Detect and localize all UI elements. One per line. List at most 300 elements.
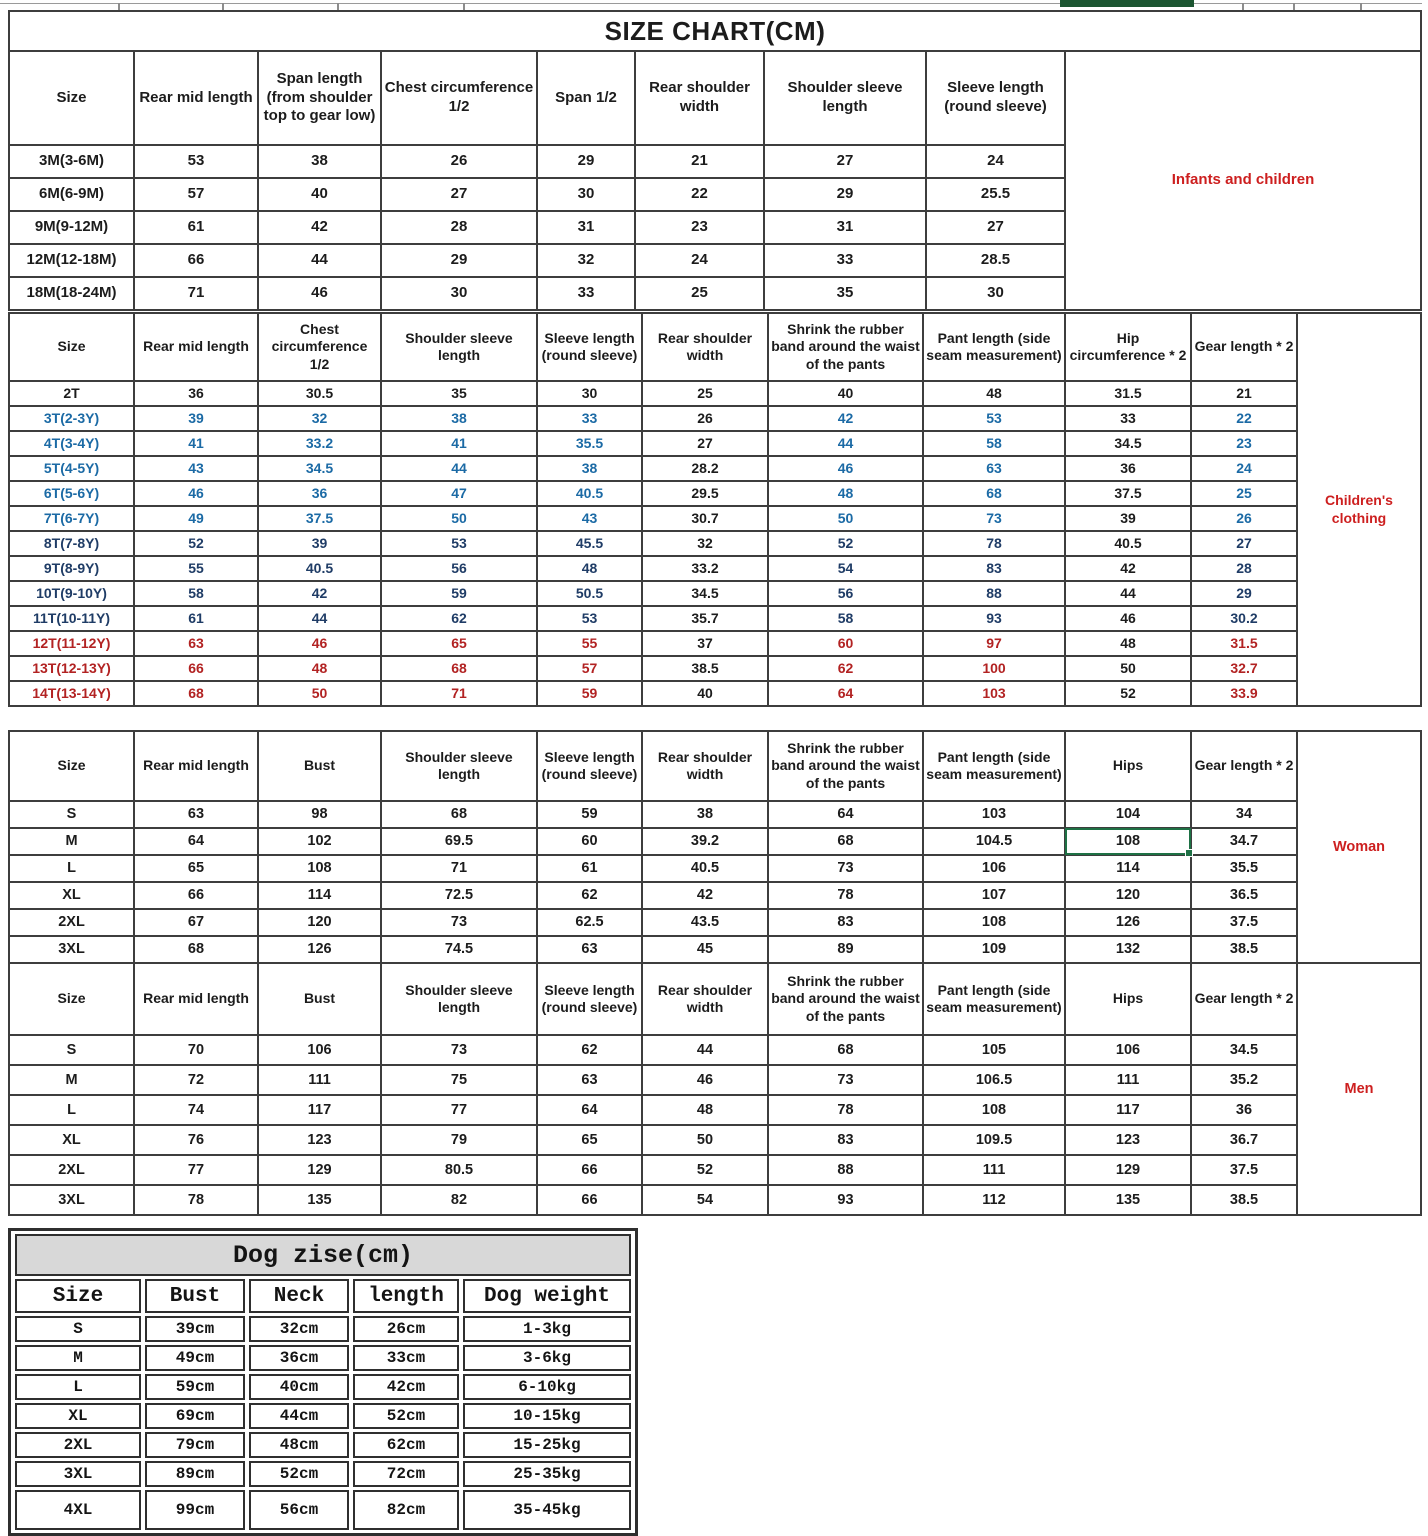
table-cell: 39	[258, 531, 381, 556]
table-cell: 26	[642, 406, 768, 431]
title-row	[9, 11, 1421, 51]
table-cell: 88	[923, 581, 1065, 606]
table-cell: 117	[258, 1095, 381, 1125]
table-cell: 43	[537, 506, 642, 531]
table-cell: 62	[768, 656, 923, 681]
table-cell: 72cm	[353, 1461, 459, 1487]
table-cell: 48	[258, 656, 381, 681]
table-cell: 48	[537, 556, 642, 581]
table-cell: 114	[258, 882, 381, 909]
table-cell: 40	[768, 381, 923, 406]
table-cell: 32	[537, 244, 635, 277]
table-cell: 82cm	[353, 1490, 459, 1530]
table-cell: 59	[537, 801, 642, 828]
table-cell: 48	[642, 1095, 768, 1125]
table-cell: 28	[381, 211, 537, 244]
table-cell: 44	[258, 244, 381, 277]
table-cell: 112	[923, 1185, 1065, 1215]
table-cell: 29	[764, 178, 926, 211]
column-header: Shoulder sleeve length	[381, 731, 537, 801]
table-cell: 25.5	[926, 178, 1065, 211]
column-header: Shoulder sleeve length	[381, 963, 537, 1035]
column-header: Chest circumference 1/2	[381, 51, 537, 145]
table-cell: 50	[768, 506, 923, 531]
row-label: 3XL	[9, 1185, 134, 1215]
table-cell: 44	[642, 1035, 768, 1065]
table-cell: 39	[134, 406, 258, 431]
table-cell: 62cm	[353, 1432, 459, 1458]
row-label: 3XL	[15, 1461, 141, 1487]
table-cell: 32	[642, 531, 768, 556]
table-cell: 58	[923, 431, 1065, 456]
column-header: Size	[9, 731, 134, 801]
table-row	[9, 1065, 1421, 1095]
table-cell: 68	[381, 801, 537, 828]
table-cell: 42	[768, 406, 923, 431]
row-label: XL	[15, 1403, 141, 1429]
table-cell: 37.5	[1065, 481, 1191, 506]
row-label: XL	[9, 882, 134, 909]
row-label: M	[9, 828, 134, 855]
table-cell: 63	[134, 801, 258, 828]
header-row	[9, 51, 1421, 145]
table-cell: 27	[926, 211, 1065, 244]
table-cell: 109	[923, 936, 1065, 963]
table-cell: 33cm	[353, 1345, 459, 1371]
table-cell: 73	[923, 506, 1065, 531]
table-cell: 40	[258, 178, 381, 211]
table-cell: 39.2	[642, 828, 768, 855]
row-label: 3M(3-6M)	[9, 145, 134, 178]
table-cell: 35	[381, 381, 537, 406]
table-cell: 99cm	[145, 1490, 245, 1530]
table-cell: 52cm	[353, 1403, 459, 1429]
table-cell: 48	[923, 381, 1065, 406]
row-label: 12M(12-18M)	[9, 244, 134, 277]
header-row	[9, 963, 1421, 1035]
table-cell: 68	[134, 681, 258, 706]
row-label: 2XL	[9, 1155, 134, 1185]
title-row	[15, 1234, 631, 1276]
column-header: length	[353, 1279, 459, 1313]
side-label-infants: Infants and children	[1065, 51, 1421, 310]
table-cell: 71	[381, 855, 537, 882]
table-cell: 98	[258, 801, 381, 828]
table-row	[9, 406, 1421, 431]
table-cell: 79cm	[145, 1432, 245, 1458]
table-row	[9, 909, 1421, 936]
row-label: L	[9, 855, 134, 882]
column-header: Bust	[145, 1279, 245, 1313]
table-cell: 52	[768, 531, 923, 556]
table-cell: 22	[1191, 406, 1297, 431]
table-cell: 33.9	[1191, 681, 1297, 706]
table-cell: 62	[381, 606, 537, 631]
table-cell: 26	[381, 145, 537, 178]
table-cell: 66	[537, 1155, 642, 1185]
table-cell: 46	[642, 1065, 768, 1095]
row-label: L	[9, 1095, 134, 1125]
table-cell: 104.5	[923, 828, 1065, 855]
table-cell: 68	[381, 656, 537, 681]
table-cell: 46	[258, 277, 381, 310]
table-cell: 42	[258, 211, 381, 244]
table-cell: 30	[381, 277, 537, 310]
column-header: Hips	[1065, 963, 1191, 1035]
table-cell: 82	[381, 1185, 537, 1215]
table-cell: 29	[1191, 581, 1297, 606]
table-cell: 34.5	[258, 456, 381, 481]
table-cell: 63	[923, 456, 1065, 481]
table-cell: 49cm	[145, 1345, 245, 1371]
table-cell: 30	[537, 381, 642, 406]
table-cell: 70	[134, 1035, 258, 1065]
table-cell: 55	[537, 631, 642, 656]
table-cell: 50	[1065, 656, 1191, 681]
column-header: Pant length (side seam measurement)	[923, 963, 1065, 1035]
table-cell: 38	[537, 456, 642, 481]
table-cell: 120	[1065, 882, 1191, 909]
table-cell: 78	[923, 531, 1065, 556]
row-label: 6M(6-9M)	[9, 178, 134, 211]
table-cell: 74	[134, 1095, 258, 1125]
table-cell: 36	[1065, 456, 1191, 481]
row-label: 7T(6-7Y)	[9, 506, 134, 531]
table-cell: 68	[768, 1035, 923, 1065]
table-cell: 89	[768, 936, 923, 963]
table-cell: 93	[768, 1185, 923, 1215]
table-cell: 30	[926, 277, 1065, 310]
table-cell: 44cm	[249, 1403, 349, 1429]
table-cell: 44	[1065, 581, 1191, 606]
table-cell: 74.5	[381, 936, 537, 963]
row-label: 2XL	[9, 909, 134, 936]
table-cell: 26	[1191, 506, 1297, 531]
table-cell: 102	[258, 828, 381, 855]
table-cell: 63	[134, 631, 258, 656]
table-cell: 67	[134, 909, 258, 936]
infants-size-table	[8, 10, 1422, 311]
table-cell: 36cm	[249, 1345, 349, 1371]
table-row	[9, 481, 1421, 506]
table-cell: 79	[381, 1125, 537, 1155]
table-cell: 77	[134, 1155, 258, 1185]
table-cell: 108	[923, 909, 1065, 936]
table-row	[9, 381, 1421, 406]
selected-cell: 108	[1065, 828, 1191, 855]
table-cell: 65	[537, 1125, 642, 1155]
table-cell: 42	[258, 581, 381, 606]
table-cell: 120	[258, 909, 381, 936]
table-cell: 135	[258, 1185, 381, 1215]
table-cell: 27	[381, 178, 537, 211]
row-label: 9M(9-12M)	[9, 211, 134, 244]
table-cell: 52	[642, 1155, 768, 1185]
table-cell: 38.5	[1191, 936, 1297, 963]
column-header: Sleeve length (round sleeve)	[537, 731, 642, 801]
column-header: Size	[9, 313, 134, 381]
row-label: 13T(12-13Y)	[9, 656, 134, 681]
table-cell: 3-6kg	[463, 1345, 631, 1371]
table-cell: 39	[1065, 506, 1191, 531]
table-cell: 43.5	[642, 909, 768, 936]
table-cell: 22	[635, 178, 764, 211]
table-cell: 64	[768, 681, 923, 706]
table-cell: 78	[768, 1095, 923, 1125]
table-cell: 35	[764, 277, 926, 310]
table-cell: 97	[923, 631, 1065, 656]
table-cell: 72.5	[381, 882, 537, 909]
column-header: Size	[9, 51, 134, 145]
table-cell: 129	[1065, 1155, 1191, 1185]
column-header: Sleeve length (round sleeve)	[537, 963, 642, 1035]
table-cell: 40.5	[537, 481, 642, 506]
row-label: 11T(10-11Y)	[9, 606, 134, 631]
table-cell: 25	[1191, 481, 1297, 506]
table-cell: 71	[381, 681, 537, 706]
table-cell: 46	[768, 456, 923, 481]
table-cell: 135	[1065, 1185, 1191, 1215]
table-cell: 53	[134, 145, 258, 178]
adults-size-table	[8, 730, 1422, 1216]
column-header: Chest circumference 1/2	[258, 313, 381, 381]
table-cell: 28.2	[642, 456, 768, 481]
table-cell: 53	[381, 531, 537, 556]
table-cell: 25	[642, 381, 768, 406]
dog-table-area	[8, 1228, 638, 1536]
table-cell: 33.2	[258, 431, 381, 456]
table-cell: 38.5	[1191, 1185, 1297, 1215]
header-row	[9, 313, 1421, 381]
gridline	[0, 3, 1422, 4]
table-cell: 54	[642, 1185, 768, 1215]
table-cell: 32.7	[1191, 656, 1297, 681]
table-cell: 55	[134, 556, 258, 581]
table-cell: 77	[381, 1095, 537, 1125]
column-header: Sleeve length (round sleeve)	[537, 313, 642, 381]
table-cell: 33	[537, 277, 635, 310]
table-cell: 58	[768, 606, 923, 631]
column-header: Span 1/2	[537, 51, 635, 145]
table-cell: 78	[768, 882, 923, 909]
table-cell: 108	[258, 855, 381, 882]
dog-table-title: Dog zise(cm)	[15, 1234, 631, 1276]
table-cell: 45	[642, 936, 768, 963]
table-cell: 103	[923, 801, 1065, 828]
table-cell: 25-35kg	[463, 1461, 631, 1487]
table-cell: 23	[1191, 431, 1297, 456]
children-size-table	[8, 312, 1422, 707]
table-row	[9, 855, 1421, 882]
table-row	[9, 1125, 1421, 1155]
column-header: Rear mid length	[134, 963, 258, 1035]
table-cell: 38.5	[642, 656, 768, 681]
table-row	[15, 1461, 631, 1487]
table-cell: 123	[1065, 1125, 1191, 1155]
table-cell: 53	[537, 606, 642, 631]
table-cell: 31.5	[1065, 381, 1191, 406]
row-label: 5T(4-5Y)	[9, 456, 134, 481]
table-cell: 40.5	[642, 855, 768, 882]
column-header: Gear length * 2	[1191, 963, 1297, 1035]
table-cell: 36	[258, 481, 381, 506]
column-header: Rear shoulder width	[642, 963, 768, 1035]
table-cell: 31	[537, 211, 635, 244]
column-header: Span length (from shoulder top to gear low)	[258, 51, 381, 145]
table-cell: 24	[926, 145, 1065, 178]
table-cell: 38	[381, 406, 537, 431]
table-cell: 36.5	[1191, 882, 1297, 909]
table-row	[9, 681, 1421, 706]
column-header: Hips	[1065, 731, 1191, 801]
column-header: Bust	[258, 963, 381, 1035]
side-label-men: Men	[1297, 963, 1421, 1215]
table-cell: 50.5	[537, 581, 642, 606]
table-cell: 88	[768, 1155, 923, 1185]
table-cell: 40.5	[1065, 531, 1191, 556]
row-label: 14T(13-14Y)	[9, 681, 134, 706]
side-label-woman: Woman	[1297, 731, 1421, 963]
infants-table-area	[8, 10, 1422, 311]
table-cell: 50	[642, 1125, 768, 1155]
table-cell: 64	[768, 801, 923, 828]
table-cell: 44	[768, 431, 923, 456]
table-row	[9, 431, 1421, 456]
column-header: Shrink the rubber band around the waist of the pants	[768, 963, 923, 1035]
column-header: Pant length (side seam measurement)	[923, 731, 1065, 801]
table-cell: 66	[537, 1185, 642, 1215]
table-cell: 42cm	[353, 1374, 459, 1400]
table-cell: 40.5	[258, 556, 381, 581]
table-cell: 41	[381, 431, 537, 456]
table-cell: 100	[923, 656, 1065, 681]
table-row	[9, 936, 1421, 963]
table-cell: 34.5	[1191, 1035, 1297, 1065]
table-row	[9, 882, 1421, 909]
table-cell: 29.5	[642, 481, 768, 506]
table-cell: 57	[134, 178, 258, 211]
table-cell: 75	[381, 1065, 537, 1095]
table-cell: 33	[1065, 406, 1191, 431]
table-row	[15, 1316, 631, 1342]
table-cell: 76	[134, 1125, 258, 1155]
children-table-area	[8, 312, 1422, 707]
table-cell: 6-10kg	[463, 1374, 631, 1400]
table-cell: 73	[381, 1035, 537, 1065]
column-header: Rear mid length	[134, 51, 258, 145]
table-cell: 50	[381, 506, 537, 531]
table-row	[15, 1374, 631, 1400]
table-cell: 89cm	[145, 1461, 245, 1487]
table-cell: 80.5	[381, 1155, 537, 1185]
table-cell: 30.5	[258, 381, 381, 406]
table-cell: 48cm	[249, 1432, 349, 1458]
row-label: S	[9, 801, 134, 828]
table-cell: 60	[768, 631, 923, 656]
table-cell: 69cm	[145, 1403, 245, 1429]
table-cell: 63	[537, 936, 642, 963]
table-row	[9, 531, 1421, 556]
table-cell: 53	[923, 406, 1065, 431]
table-cell: 44	[381, 456, 537, 481]
table-cell: 46	[134, 481, 258, 506]
table-cell: 93	[923, 606, 1065, 631]
column-header: Pant length (side seam measurement)	[923, 313, 1065, 381]
table-cell: 40	[642, 681, 768, 706]
table-cell: 21	[1191, 381, 1297, 406]
table-cell: 117	[1065, 1095, 1191, 1125]
table-cell: 52	[134, 531, 258, 556]
table-cell: 60	[537, 828, 642, 855]
adults-table-area	[8, 730, 1422, 1216]
table-cell: 73	[768, 1065, 923, 1095]
table-cell: 38	[642, 801, 768, 828]
table-cell: 33	[764, 244, 926, 277]
table-row	[9, 1035, 1421, 1065]
table-cell: 47	[381, 481, 537, 506]
table-cell: 65	[381, 631, 537, 656]
table-cell: 30.7	[642, 506, 768, 531]
table-cell: 37.5	[258, 506, 381, 531]
table-cell: 33.2	[642, 556, 768, 581]
table-row	[15, 1345, 631, 1371]
table-cell: 68	[134, 936, 258, 963]
row-label: 2XL	[15, 1432, 141, 1458]
table-cell: 37.5	[1191, 909, 1297, 936]
table-cell: 34	[1191, 801, 1297, 828]
column-header: Size	[15, 1279, 141, 1313]
table-cell: 48	[768, 481, 923, 506]
table-cell: 36	[134, 381, 258, 406]
row-label: 18M(18-24M)	[9, 277, 134, 310]
table-cell: 66	[134, 244, 258, 277]
table-cell: 73	[381, 909, 537, 936]
row-label: M	[15, 1345, 141, 1371]
table-cell: 103	[923, 681, 1065, 706]
table-cell: 107	[923, 882, 1065, 909]
row-label: 10T(9-10Y)	[9, 581, 134, 606]
table-cell: 59	[381, 581, 537, 606]
table-cell: 73	[768, 855, 923, 882]
table-row	[9, 556, 1421, 581]
column-header: Size	[9, 963, 134, 1035]
table-cell: 66	[134, 882, 258, 909]
table-row	[9, 1155, 1421, 1185]
column-header: Rear mid length	[134, 731, 258, 801]
table-cell: 43	[134, 456, 258, 481]
table-cell: 46	[1065, 606, 1191, 631]
table-cell: 24	[1191, 456, 1297, 481]
table-cell: 33	[537, 406, 642, 431]
table-cell: 111	[923, 1155, 1065, 1185]
table-cell: 126	[1065, 909, 1191, 936]
row-label: S	[9, 1035, 134, 1065]
table-cell: 111	[1065, 1065, 1191, 1095]
table-row	[9, 1095, 1421, 1125]
column-header: Gear length * 2	[1191, 313, 1297, 381]
table-cell: 126	[258, 936, 381, 963]
table-cell: 52	[1065, 681, 1191, 706]
table-cell: 62.5	[537, 909, 642, 936]
table-cell: 49	[134, 506, 258, 531]
table-cell: 29	[381, 244, 537, 277]
table-cell: 68	[923, 481, 1065, 506]
column-header: Shoulder sleeve length	[764, 51, 926, 145]
column-header: Rear shoulder width	[635, 51, 764, 145]
table-cell: 83	[923, 556, 1065, 581]
row-label: XL	[9, 1125, 134, 1155]
table-cell: 61	[537, 855, 642, 882]
